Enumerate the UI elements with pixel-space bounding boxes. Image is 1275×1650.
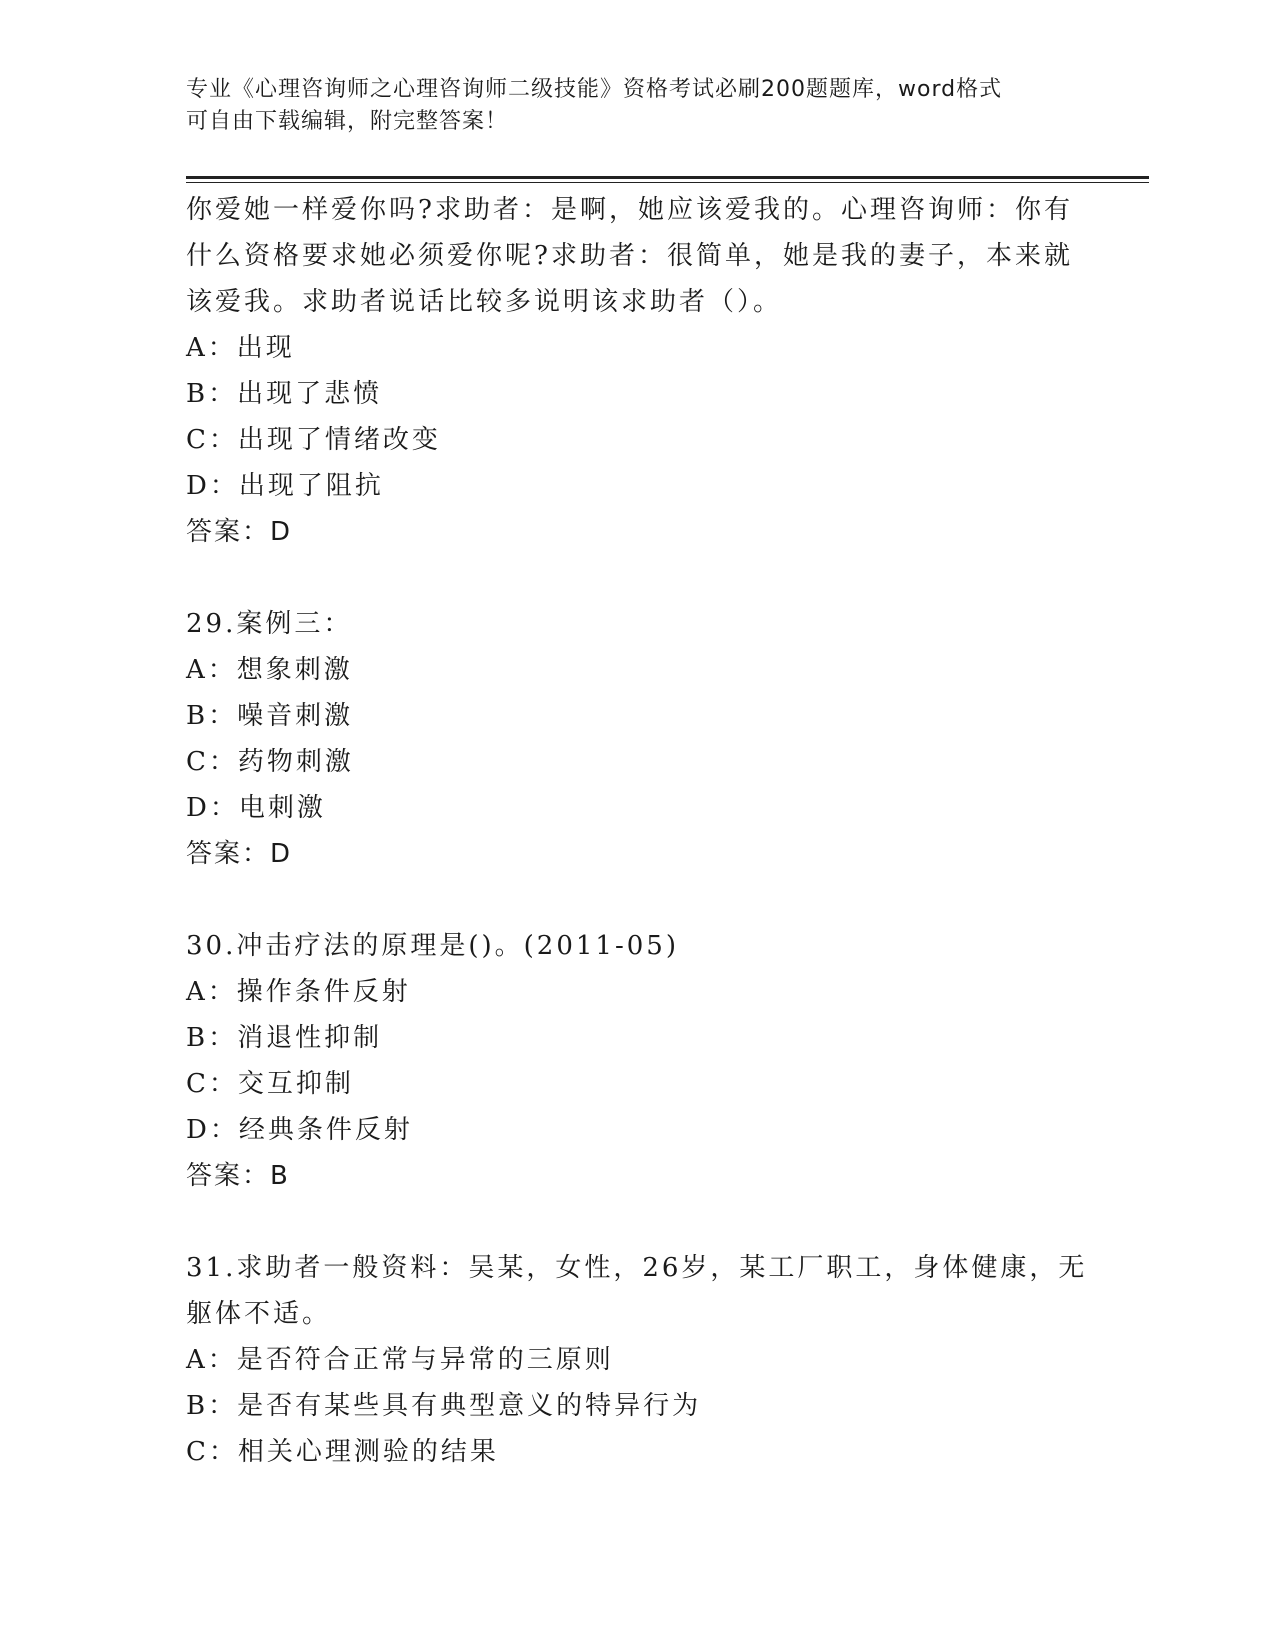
question-31 <box>186 1245 1086 1475</box>
question-stem-line: 31.求助者一般资料：吴某，女性，26岁，某工厂职工，身体健康，无 <box>186 1253 1088 1283</box>
question-stem-line: 你爱她一样爱你吗?求助者：是啊，她应该爱我的。心理咨询师：你有 <box>186 195 1073 225</box>
question-stem-line: 什么资格要求她必须爱你呢?求助者：很简单，她是我的妻子，本来就 <box>186 241 1073 271</box>
option-d: D：出现了阻抗 <box>186 471 384 501</box>
option-b: B：出现了悲愤 <box>186 379 383 409</box>
answer-line: 答案：D <box>186 517 293 547</box>
header-title-line-1: 专业《心理咨询师之心理咨询师二级技能》资格考试必刷200题题库，word格式 <box>186 77 1003 102</box>
option-a: A：出现 <box>186 333 295 363</box>
question-spacer <box>186 555 1086 601</box>
question-30 <box>186 923 1086 1199</box>
option-c: C：相关心理测验的结果 <box>186 1437 499 1467</box>
question-list <box>186 187 1086 1475</box>
header-divider-thick <box>186 176 1149 179</box>
header-title-line-2: 可自由下载编辑，附完整答案！ <box>186 109 509 134</box>
question-29 <box>186 601 1086 877</box>
option-d: D：电刺激 <box>186 793 326 823</box>
question-stem-line: 30.冲击疗法的原理是()。(2011-05) <box>186 931 679 961</box>
question-spacer <box>186 1199 1086 1245</box>
option-c: C：出现了情绪改变 <box>186 425 441 455</box>
question-stem-line: 躯体不适。 <box>186 1299 332 1329</box>
option-c: C：药物刺激 <box>186 747 354 777</box>
option-a: A：想象刺激 <box>186 655 353 685</box>
option-b: B：噪音刺激 <box>186 701 354 731</box>
option-a: A：是否符合正常与异常的三原则 <box>186 1345 614 1375</box>
answer-line: 答案：B <box>186 1161 290 1191</box>
option-b: B：消退性抑制 <box>186 1023 383 1053</box>
answer-line: 答案：D <box>186 839 293 869</box>
option-b: B：是否有某些具有典型意义的特异行为 <box>186 1391 702 1421</box>
header-divider-thin <box>186 182 1149 183</box>
question-stem-line: 该爱我。求助者说话比较多说明该求助者（）。 <box>186 287 783 317</box>
option-d: D：经典条件反射 <box>186 1115 413 1145</box>
question-spacer <box>186 877 1086 923</box>
option-a: A：操作条件反射 <box>186 977 411 1007</box>
option-c: C：交互抑制 <box>186 1069 354 1099</box>
question-stem-line: 29.案例三： <box>186 609 353 639</box>
document-header <box>186 74 1086 138</box>
question-28 <box>186 187 1086 555</box>
